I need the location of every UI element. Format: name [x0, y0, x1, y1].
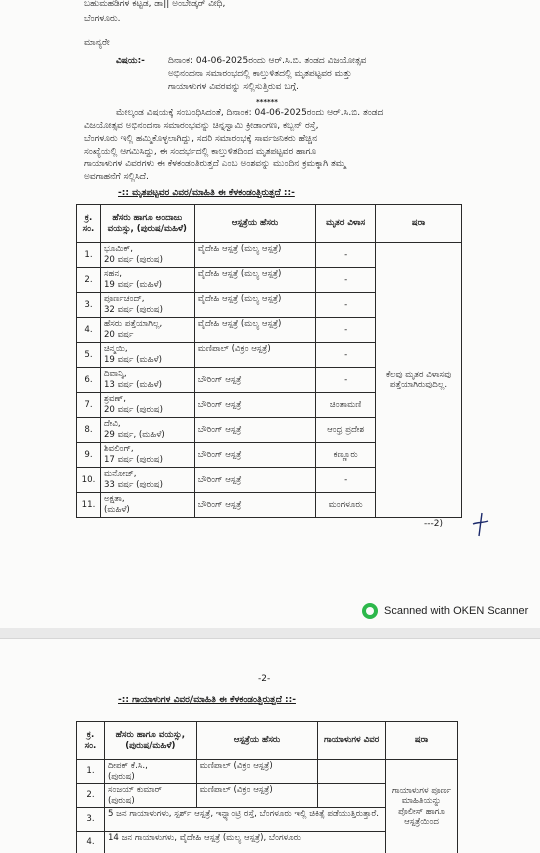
row-name: ಮನೋಜ್, — [103, 469, 137, 479]
row-name-age — [100, 493, 194, 518]
row-name-age — [100, 443, 194, 468]
row-address: - — [316, 268, 376, 293]
row-name-age — [100, 343, 194, 368]
row-name: ಹೆಸರು ಪತ್ತೆಯಾಗಿಲ್ಲ, — [103, 319, 163, 329]
row-name-age — [100, 318, 194, 343]
row-hospital: ವೈದೇಹಿ ಆಸ್ಪತ್ರೆ (ಮಲ್ಯ ಆಸ್ಪತ್ರೆ) — [194, 243, 316, 268]
page-number: -2- — [258, 674, 271, 684]
row-age: 33 ವರ್ಷ (ಪುರುಷ) — [103, 479, 164, 490]
row-serial: 2. — [77, 268, 101, 293]
salutation: ಮಾನ್ಯರೇ — [84, 38, 110, 48]
row-name-age — [104, 760, 196, 784]
address-line: ಬಹುಮಹಡಿಗಳ ಕಟ್ಟಡ, ಡಾ|| ಅಂಬೇಡ್ಕರ್ ವೀಧಿ, — [84, 0, 226, 9]
body-line-4: ಸಂಖ್ಯೆಯಲ್ಲಿ ಆಗಮಿಸಿದ್ದು, ಈ ಸಂದರ್ಭದಲ್ಲಿ ಕಾಲ್ತುಳಿತದಿಂದ ಮೃತಪಟ್ಟವರ ಹಾಗೂ — [84, 147, 317, 157]
header-remarks: ಷರಾ — [376, 205, 462, 243]
row-hospital: ಬೌರಿಂಗ್ ಆಸ್ಪತ್ರೆ — [194, 368, 316, 393]
row-name: ಭೂಮಿಕ್, — [103, 244, 133, 254]
row-serial: 11. — [77, 493, 101, 518]
row-name: ಪೂರ್ಣಚಂದ್, — [103, 294, 145, 304]
row-address: ಕಣ್ಣೂರು — [316, 443, 376, 468]
row-name: ಶ್ರವಣ್, — [103, 394, 126, 404]
deceased-table — [76, 204, 462, 518]
row-name: ದೀಪಕ್ ಕೆ.ಸಿ., — [107, 761, 148, 771]
row-age: 19 ವರ್ಷ (ಮಹಿಳೆ) — [103, 354, 162, 365]
row-age: 13 ವರ್ಷ (ಮಹಿಳೆ) — [103, 379, 162, 390]
body-line-5: ಗಾಯಾಳುಗಳ ವಿವರಗಳು ಈ ಕೆಳಕಂಡಂತಿರುತ್ತದೆ ಎಂಬ ಅಂಶವನ್ನು ಮುಂದಿನ ಕ್ರಮಕ್ಕಾಗಿ ತಮ್ಮ — [84, 159, 346, 169]
body-line-6: ಅವಗಾಹನೆಗೆ ಸಲ್ಲಿಸಿದೆ. — [84, 172, 149, 182]
row-hospital: ಮಣಿಪಾಲ್ (ವಿಕ್ರಂ ಆಸ್ಪತ್ರೆ) — [194, 343, 316, 368]
row-injury-details — [318, 760, 386, 784]
row-injury-details — [318, 784, 386, 808]
header-hospital: ಆಸ್ಪತ್ರೆಯ ಹೆಸರು — [194, 205, 316, 243]
row-hospital: ಬೌರಿಂಗ್ ಆಸ್ಪತ್ರೆ — [194, 468, 316, 493]
header-name-age: ಹೆಸರು ಹಾಗೂ ಅಂದಾಜು ವಯಸ್ಸು, (ಪುರುಷ/ಮಹಿಳೆ) — [100, 205, 194, 243]
row-hospital: ಬೌರಿಂಗ್ ಆಸ್ಪತ್ರೆ — [194, 493, 316, 518]
row-hospital: ಬೌರಿಂಗ್ ಆಸ್ಪತ್ರೆ — [194, 443, 316, 468]
continued-marker: ---2) — [424, 519, 443, 529]
header-hospital: ಆಸ್ಪತ್ರೆಯ ಹೆಸರು — [196, 722, 318, 760]
subject-label: ವಿಷಯ:- — [116, 56, 145, 66]
row-hospital: ಬೌರಿಂಗ್ ಆಸ್ಪತ್ರೆ — [194, 393, 316, 418]
remarks-cell: ಗಾಯಾಳುಗಳ ಪೂರ್ಣ ಮಾಹಿತಿಯನ್ನು ಪೊಲೀಸ್ ಹಾಗೂ ಆಸ್ಪತ್ರೆಯಿಂದ — [386, 760, 458, 853]
injured-table-header — [77, 722, 458, 760]
body-line-1: ಮೇಲ್ಕಂಡ ವಿಷಯಕ್ಕೆ ಸಂಬಂಧಿಸಿದಂತೆ, ದಿನಾಂಕ: 04-06-2025ರಂದು ಆರ್.ಸಿ.ಬಿ. ತಂಡದ — [116, 108, 384, 118]
row-name: ದಿವಾನ್ಶಿ, — [103, 369, 127, 379]
row-serial: 8. — [77, 418, 101, 443]
row-name-age — [100, 468, 194, 493]
header-injury-details: ಗಾಯಾಳುಗಳ ವಿವರ — [318, 722, 386, 760]
body-line-2: ವಿಜಯೋತ್ಸವ ಅಭಿನಂದನಾ ಸಮಾರಂಭವನ್ನು ಚಿನ್ನಸ್ವಾಮಿ ಕ್ರೀಡಾಂಗಣ, ಕಬ್ಬನ್ ರಸ್ತೆ, — [84, 121, 319, 131]
row-age: (ಮಹಿಳೆ) — [103, 504, 130, 515]
row-name: ಸಹನ, — [103, 269, 122, 279]
scanner-logo-icon — [362, 603, 378, 619]
separator: ****** — [256, 98, 278, 106]
row-serial: 7. — [77, 393, 101, 418]
row-serial: 2. — [77, 784, 105, 808]
row-merged-detail: 5 ಜನ ಗಾಯಾಳುಗಳು, ಸ್ಪರ್ಶ್ ಆಸ್ಪತ್ರೆ, ಇನ್ಫ್ಯಾಂಟ್ರಿ ರಸ್ತೆ, ಬೆಂಗಳೂರು ಇಲ್ಲಿ ಚಿಕಿತ್ಸೆ ಪಡೆಯುತ್ತಿರುತ್ತಾರೆ. — [104, 808, 385, 832]
scanner-watermark — [362, 603, 528, 619]
row-name: ದೇವಿ, — [103, 419, 121, 429]
row-name: ಶಿವಲಿಂಗ್, — [103, 444, 134, 454]
row-name-age — [100, 393, 194, 418]
body-line-3: ಬೆಂಗಳೂರು ಇಲ್ಲಿ ಹಮ್ಮಿಕೊಳ್ಳಲಾಗಿದ್ದು, ಸದರಿ ಸಮಾರಂಭಕ್ಕೆ ಸಾರ್ವಜನಿಕರು ಹೆಚ್ಚಿನ — [84, 134, 318, 144]
row-gender: (ಪುರುಷ) — [107, 795, 135, 806]
row-hospital: ವೈದೇಹಿ ಆಸ್ಪತ್ರೆ (ಮಲ್ಯ ಆಸ್ಪತ್ರೆ) — [194, 268, 316, 293]
table-row — [77, 760, 458, 784]
subject-line-3: ಗಾಯಾಳುಗಳ ವಿವರವನ್ನು ಸಲ್ಲಿಸುತ್ತಿರುವ ಬಗ್ಗೆ. — [168, 82, 300, 92]
row-serial: 10. — [77, 468, 101, 493]
row-address: - — [316, 368, 376, 393]
header-serial: ಕ್ರ. ಸಂ. — [77, 722, 105, 760]
row-serial: 9. — [77, 443, 101, 468]
row-serial: 6. — [77, 368, 101, 393]
injured-table — [76, 721, 458, 853]
subject-line-1: ದಿನಾಂಕ: 04-06-2025ರಂದು ಆರ್.ಸಿ.ಬಿ. ತಂಡದ ವಿಜಯೋತ್ಸವ — [168, 56, 367, 66]
row-address: ಚಿಂತಾಮಣಿ — [316, 393, 376, 418]
row-merged-detail: 14 ಜನ ಗಾಯಾಳುಗಳು, ವೈದೇಹಿ ಆಸ್ಪತ್ರೆ (ಮಲ್ಯ ಆಸ್ಪತ್ರೆ), ಬೆಂಗಳೂರು — [104, 832, 385, 853]
row-age: 20 ವರ್ಷ — [103, 329, 134, 340]
row-name-age — [100, 243, 194, 268]
remarks-cell: ಕೆಲವು ಮೃತರ ವಿಳಾಸವು ಪತ್ತೆಯಾಗಿರುವುದಿಲ್ಲ. — [376, 243, 462, 518]
row-age: 19 ವರ್ಷ (ಮಹಿಳೆ) — [103, 279, 162, 290]
row-address: ಮಂಗಳೂರು — [316, 493, 376, 518]
row-hospital: ವೈದೇಹಿ ಆಸ್ಪತ್ರೆ (ಮಲ್ಯ ಆಸ್ಪತ್ರೆ) — [194, 318, 316, 343]
row-address: - — [316, 243, 376, 268]
header-address: ಮೃತರ ವಿಳಾಸ — [316, 205, 376, 243]
row-gender: (ಪುರುಷ) — [107, 771, 135, 782]
row-age: 29 ವರ್ಷ, (ಮಹಿಳೆ) — [103, 429, 165, 440]
header-remarks: ಷರಾ — [386, 722, 458, 760]
row-serial: 4. — [77, 318, 101, 343]
row-name-age — [104, 784, 196, 808]
row-name: ಚಿನ್ಮಯಿ, — [103, 344, 128, 354]
row-age: 20 ವರ್ಷ (ಪುರುಷ) — [103, 404, 164, 415]
row-hospital: ವೈದೇಹಿ ಆಸ್ಪತ್ರೆ (ಮಲ್ಯ ಆಸ್ಪತ್ರೆ) — [194, 293, 316, 318]
scanner-label: Scanned with OKEN Scanner — [384, 605, 529, 617]
address-city: ಬೆಂಗಳೂರು. — [84, 14, 121, 24]
header-serial: ಕ್ರ. ಸಂ. — [77, 205, 101, 243]
deceased-table-header — [77, 205, 462, 243]
header-name-age: ಹೆಸರು ಹಾಗೂ ವಯಸ್ಸು, (ಪುರುಷ/ಮಹಿಳೆ) — [104, 722, 196, 760]
row-address: - — [316, 293, 376, 318]
injured-section-title: -:: ಗಾಯಾಳುಗಳ ವಿವರ/ಮಾಹಿತಿ ಈ ಕೆಳಕಂಡಂತ್ತಿರುತ್ತದೆ ::- — [118, 695, 296, 705]
row-name: ಅಕ್ಷತಾ, — [103, 494, 125, 504]
row-address: - — [316, 343, 376, 368]
row-name-age — [100, 418, 194, 443]
row-age: 17 ವರ್ಷ (ಪುರುಷ) — [103, 454, 164, 465]
row-age: 20 ವರ್ಷ (ಪುರುಷ) — [103, 254, 164, 265]
row-serial: 3. — [77, 808, 105, 832]
row-hospital: ಬೌರಿಂಗ್ ಆಸ್ಪತ್ರೆ — [194, 418, 316, 443]
subject-line-2: ಅಭಿನಂದನಾ ಸಮಾರಂಭದಲ್ಲಿ ಕಾಲ್ತುಳಿತದಲ್ಲಿ ಮೃತಪಟ್ಟವರ ಮತ್ತು — [168, 69, 352, 79]
row-name-age — [100, 293, 194, 318]
row-name-age — [100, 368, 194, 393]
document-page-2 — [0, 638, 540, 853]
row-address: ಆಂಧ್ರ ಪ್ರದೇಶ — [316, 418, 376, 443]
deceased-section-title: -:: ಮೃತಪಟ್ಟವರ ವಿವರ/ಮಾಹಿತಿ ಈ ಕೆಳಕಂಡಂತ್ತಿರುತ್ತದೆ ::- — [118, 188, 295, 198]
row-name-age — [100, 268, 194, 293]
row-hospital: ಮಣಿಪಾಲ್ (ವಿಕ್ರಂ ಆಸ್ಪತ್ರೆ) — [196, 784, 318, 808]
row-address: - — [316, 468, 376, 493]
row-serial: 3. — [77, 293, 101, 318]
row-serial: 1. — [77, 760, 105, 784]
row-age: 32 ವರ್ಷ (ಪುರುಷ) — [103, 304, 164, 315]
row-hospital: ಮಣಿಪಾಲ್ (ವಿಕ್ರಂ ಆಸ್ಪತ್ರೆ) — [196, 760, 318, 784]
row-serial: 5. — [77, 343, 101, 368]
row-serial: 4. — [77, 832, 105, 853]
row-name: ಸಂಜಯ್ ಕುಮಾರ್ — [107, 785, 162, 795]
row-serial: 1. — [77, 243, 101, 268]
signature-mark — [470, 512, 490, 538]
row-address: - — [316, 318, 376, 343]
table-row — [77, 243, 462, 268]
